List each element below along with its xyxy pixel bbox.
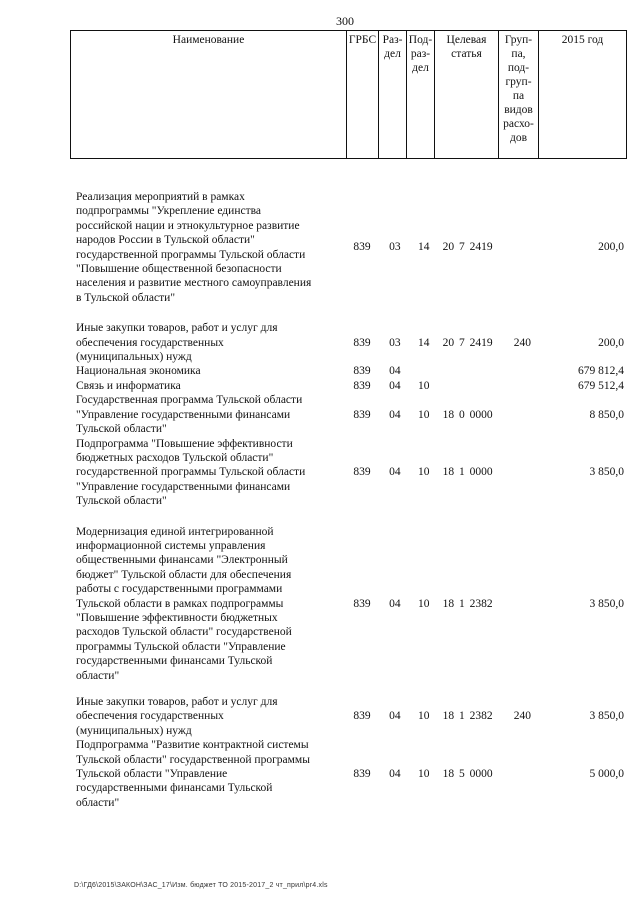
column-header-section: Раз- дел <box>379 31 407 159</box>
table-row: Государственная программа Тульской области "Управление государственными финансами Тульской области" 839 04 10 18 0 0000 8 850,0 <box>76 394 624 436</box>
column-header-group: Груп- па, под- груп- па видов расхо- дов <box>499 31 539 159</box>
table-body <box>76 190 626 810</box>
page-number: 300 <box>336 14 354 28</box>
column-header-year: 2015 год <box>539 31 627 159</box>
table-row: Иные закупки товаров, работ и услуг для обеспечения государственных (муниципальных) нужд 839 04 10 18 1 2382 240 3 850,0 <box>76 696 624 737</box>
table-row: Иные закупки товаров, работ и услуг для обеспечения государственных (муниципальных) нужд 839 03 14 20 7 2419 240 200,0 <box>76 322 624 364</box>
table-row: Подпрограмма "Развитие контрактной системы Тульской области" государственной программы Тульской области "Управление государственными финансами Тульской области" 839 04 10 18 5 0000 5 000,0 <box>76 739 624 809</box>
table-header <box>70 30 627 159</box>
column-header-name: Наименование <box>71 31 347 159</box>
table-row: Подпрограмма "Повышение эффективности бюджетных расходов Тульской области" государственной программы Тульской области "Управление государственными финансами Тульской области" 839 04 10 18 1 0000 3 850,0 <box>76 437 624 508</box>
column-header-subsection: Под- раз- дел <box>407 31 435 159</box>
column-header-grbs: ГРБС <box>347 31 379 159</box>
footer-file-path: D:\ГД6\2015\ЗАКОН\ЗАС_17\Изм. бюджет ТО 2015-2017_2 чт_прил\pr4.xls <box>74 882 328 889</box>
table-row: Национальная экономика 839 04 679 812,4 <box>76 365 624 378</box>
table-row: Реализация мероприятий в рамках подпрограммы "Укрепление единства российской нации и этнокультурное развитие народов России в Тульской области" государственной программы Тульской области "Повышение общественной безопасности населения и развитие местного самоуправления в Тульской области" 839 03 14 20 7 2419 200,0 <box>76 191 624 304</box>
column-header-target: Целевая статья <box>435 31 499 159</box>
table-row: Модернизация единой интегрированной информационной системы управления общественными финансами "Электронный бюджет" Тульской области для обеспечения работы с государственными программами Тульской области в рамках подпрограммы "Повышение эффективности бюджетных расходов Тульской области" государственой программы Тульской области "Управление государственными финансами Тульской области" 839 04 10 18 1 2382 3 850,0 <box>76 525 624 682</box>
table-row: Связь и информатика 839 04 10 679 512,4 <box>76 379 624 392</box>
